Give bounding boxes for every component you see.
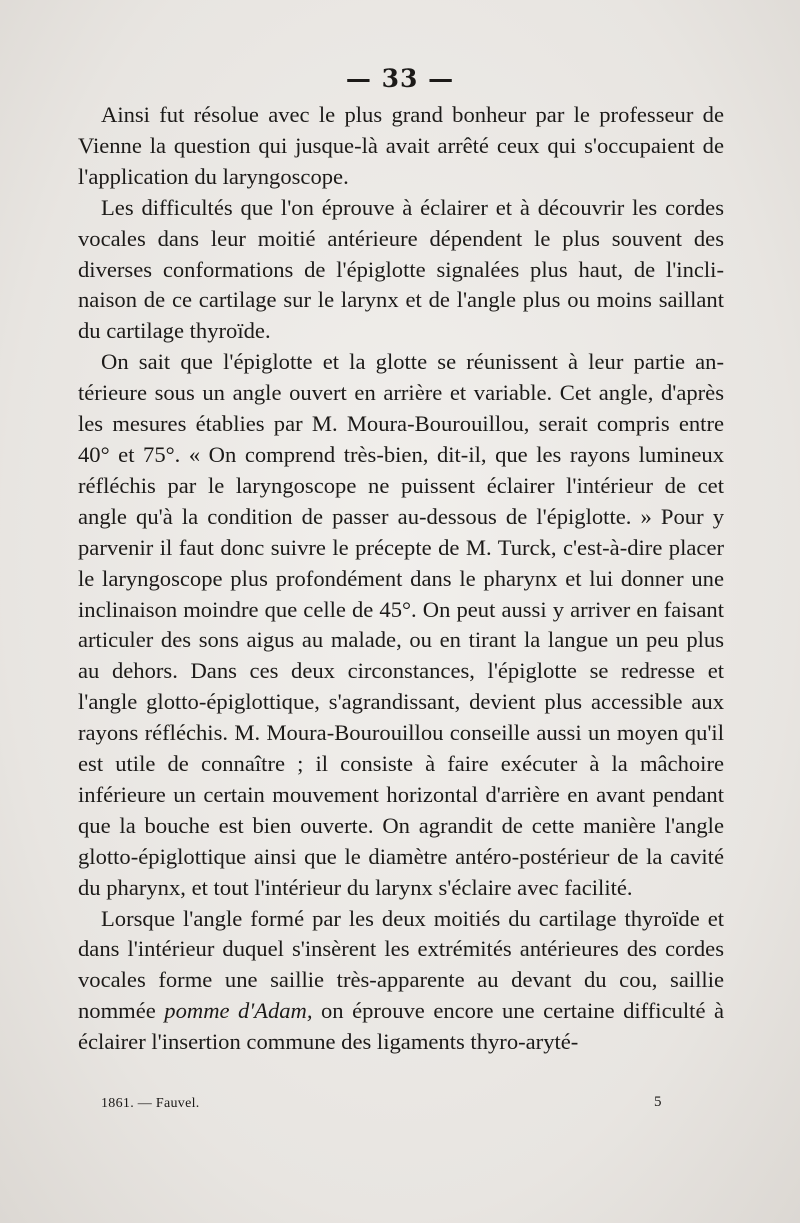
body-text	[78, 100, 724, 1058]
paragraph-1: Ainsi fut résolue avec le plus grand bonheur par le professeur de Vienne la question qui jusque-là avait arrêté ceux qui s'occupaient de l'application du laryngoscope.	[78, 102, 724, 189]
paragraph-2: Les difficultés que l'on éprouve à éclairer et à découvrir les cordes vocales dans leur moitié antérieure dépendent le plus souvent des diverses conformations de l'épiglotte signalées plus haut, de l'inclinaison de ce cartilage sur le larynx et de l'angle plus ou moins saillant du cartilage thyroïde.	[78, 194, 724, 344]
sheet-number: 5	[654, 1094, 662, 1110]
page-number: — 33 —	[345, 64, 455, 93]
paragraph-4-emphasis: pomme d'Adam,	[164, 998, 313, 1024]
printer-signature: 1861. — Fauvel.	[101, 1096, 200, 1111]
paragraph-4-before: Lorsque l'angle formé par les deux moitiés du cartilage thyroïde et dans l'intérieur duquel s'insèrent les extrémités antérieures des cordes vocales forme une saillie très-apparente au devant du cou, saillie nommée	[78, 905, 724, 1024]
paragraph-4	[78, 904, 724, 1059]
paragraph-4-after: on éprouve encore une certaine difficulté à éclairer l'insertion commune des ligaments thyro-aryté-	[78, 998, 724, 1055]
paragraph-3: On sait que l'épiglotte et la glotte se réunissent à leur partie antérieure sous un angle ouvert en arrière et variable. Cet angle, d'après les mesures établies par M. Moura-Bourouillou, serait compris entre 40° et 75°. « On comprend très-bien, dit-il, que les rayons lumineux réfléchis par le laryngoscope ne puissent éclairer l'intérieur de cet angle qu'à la condition de passer au-dessous de l'épiglotte. » Pour y parvenir il faut donc suivre le précepte de M. Turck, c'est-à-dire placer le laryngoscope plus profondément dans le pharynx et lui donner une inclinaison moindre que celle de 45°. On peut aussi y arriver en faisant articuler des sons aigus au malade, ou en tirant la langue un peu plus au dehors. Dans ces deux circonstances, l'épiglotte se redresse et l'angle glotto-épiglottique, s'agrandissant, devient plus accessible aux rayons réfléchis. M. Moura-Bourouillou conseille aussi un moyen qu'il est utile de connaître ; il consiste à faire exécuter à la mâchoire inférieure un certain mouvement horizontal d'arrière en avant pendant que la bouche est bien ouverte. On agrandit de cette manière l'angle glotto-épiglottique ainsi que le diamètre antéro-postérieur de la cavité du pharynx, et tout l'intérieur du larynx s'éclaire avec facilité.	[78, 349, 724, 900]
